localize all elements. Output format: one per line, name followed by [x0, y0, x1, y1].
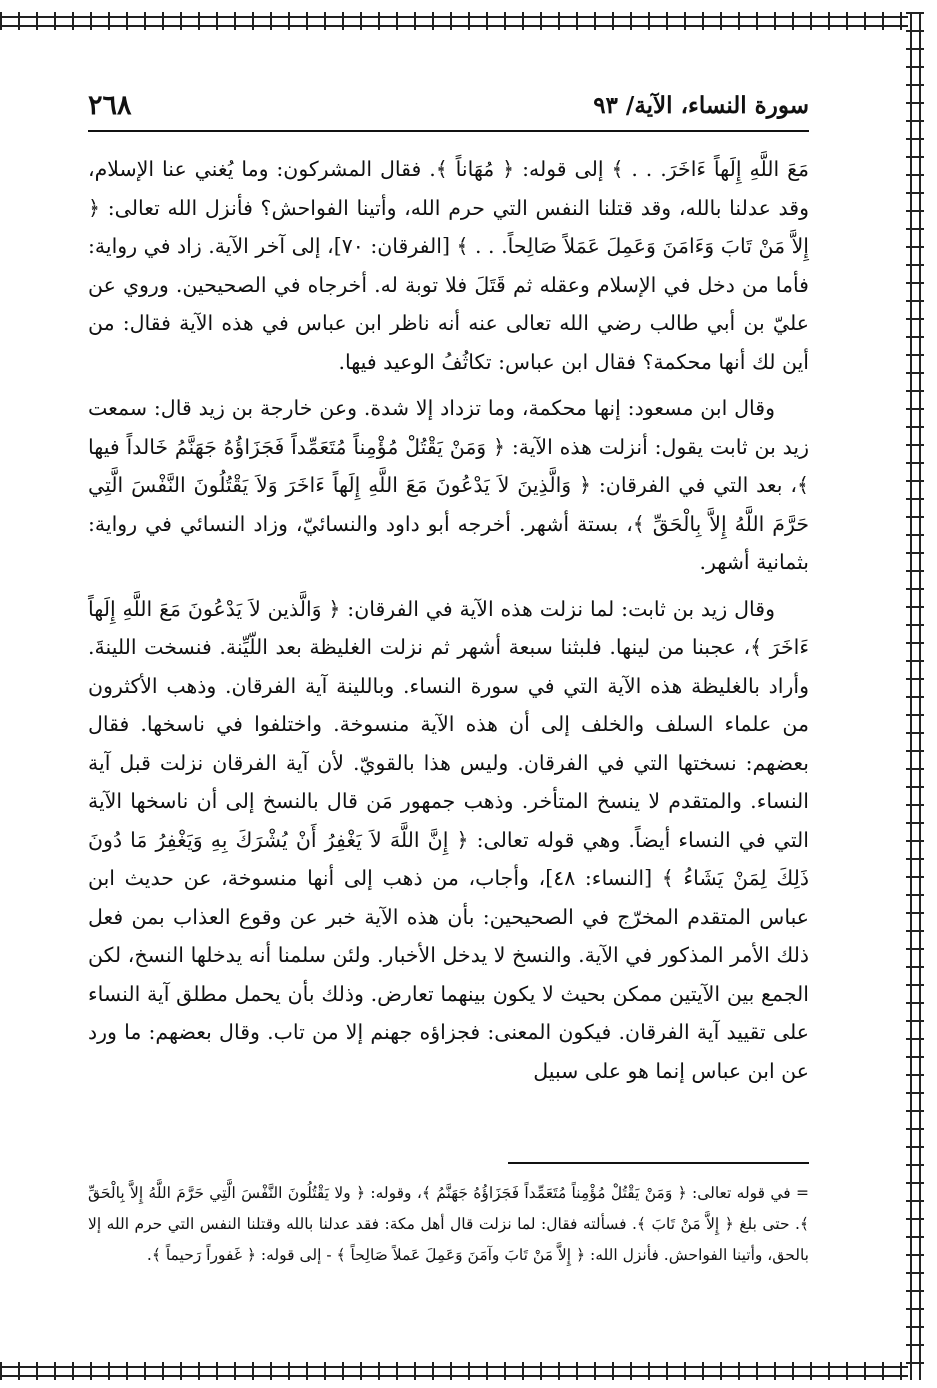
ornamental-border-right [906, 12, 924, 1380]
paragraph: وقال ابن مسعود: إنها محكمة، وما تزداد إلا شدة. وعن خارجة بن زيد قال: سمعت زيد بن ثابت يقول: أنزلت هذه الآية: ﴿ وَمَنْ يَقْتُلْ مُؤْمِناً مُتَعَمِّداً فَجَزَاؤُهُ جَهَنَّمُ خَالداً فيها ﴾، بعد التي في الفرقان: ﴿ وَالَّذِينَ لاَ يَدْعُونَ مَعَ اللَّهِ إِلَهاً ءَاخَرَ وَلاَ يَقْتُلُونَ النَّفْسَ الَّتِي حَرَّمَ اللَّهُ إِلاَّ بِالْحَقِّ ﴾، بستة أشهر. أخرجه أبو داود والنسائيّ، وزاد النسائي في رواية: بثمانية أشهر. [88, 396, 809, 574]
footnote-divider [508, 1162, 809, 1164]
page-header [88, 86, 809, 124]
ornamental-border-top [0, 12, 908, 30]
ornamental-border-bottom [0, 1362, 908, 1380]
header-divider [88, 130, 809, 132]
paragraph: مَعَ اللَّهِ إِلَهاً ءَاخَرَ. . . ﴾ إلى قوله: ﴿ مُهَاناً ﴾. فقال المشركون: وما يُغني عنا الإسلام، وقد عدلنا بالله، وقد قتلنا النفس التي حرم الله، وأتينا الفواحش؟ فأنزل الله تعالى: ﴿ إِلاَّ مَنْ تَابَ وَءَامَنَ وَعَمِلَ عَمَلاً صَالِحاً. . . ﴾ [الفرقان: ٧٠]، إلى آخر الآية. زاد في رواية: فأما من دخل في الإسلام وعقله ثم قَتَلَ فلا توبة له. أخرجاه في الصحيحين. وروي عن عليّ بن أبي طالب رضي الله تعالى عنه أنه ناظر ابن عباس في هذه الآية فقال: من أين لك أنها محكمة؟ فقال ابن عباس: تكاثُفُ الوعيد فيها. [88, 157, 809, 374]
paragraph: وقال زيد بن ثابت: لما نزلت هذه الآية في الفرقان: ﴿ وَالَّذين لاَ يَدْعُونَ مَعَ اللَّهِ إِلَهاً ءَاخَرَ ﴾، عجبنا من لينها. فلبثنا سبعة أشهر ثم نزلت الغليظة بعد اللّيِّنة. فنسخت اللينةَ. وأراد بالغليظة هذه الآية التي في سورة النساء. وباللينة آية الفرقان. وذهب الأكثرون من علماء السلف والخلف إلى أن هذه الآية منسوخة. واختلفوا في ناسخها. فقال بعضهم: نسختها التي في الفرقان. وليس هذا بالقويّ. لأن آية الفرقان نزلت قبل آية النساء. والمتقدم لا ينسخ المتأخر. وذهب جمهور مَن قال بالنسخ إلى أن ناسخها الآية التي في النساء أيضاً. وهي قوله تعالى: ﴿ إِنَّ اللَّهَ لاَ يَغْفِرُ أَنْ يُشْرَكَ بِهِ وَيَغْفِرُ مَا دُونَ ذَلِكَ لِمَنْ يَشَاءُ ﴾ [النساء: ٤٨]، وأجاب، من ذهب إلى أنها منسوخة، عن حديث ابن عباس المتقدم المخرّج في الصحيحين: بأن هذه الآية خبر عن وقوع العذاب بمن فعل ذلك الأمر المذكور في الآية. والنسخ لا يدخل الأخبار. ولئن سلمنا أنه يدخلها النسخ، لكن الجمع بين الآيتين ممكن بحيث لا يكون بينهما تعارض. وذلك بأن يحمل مطلق آية النساء على تقييد آية الفرقان. فيكون المعنى: فجزاؤه جهنم إلا من تاب. وقال بعضهم: ما ورد عن ابن عباس إنما هو على سبيل [88, 596, 809, 1083]
main-text-body [88, 150, 809, 1090]
page-number: ٢٦٨ [88, 89, 132, 121]
footnote: = في قوله تعالى: ﴿ وَمَنْ يَقْتُلْ مُؤْمِناً مُتَعَمِّداً فَجَزَاؤُهُ جَهَنَّمُ ﴾، وقوله: ﴿ ولا يَقْتُلُونَ النَّفْسَ الَّتِي حَرَّمَ اللَّهُ إِلاَّ بِالْحَقِّ ﴾. حتى بلغ ﴿ إِلاَّ مَنْ تَابَ ﴾. فسألته فقال: لما نزلت قال أهل مكة: فقد عدلنا بالله وقتلنا النفس التي حرم الله إلا بالحق، وأتينا الفواحش. فأنزل الله: ﴿ إِلاَّ مَنْ تَابَ وآمَنَ وَعَمِلَ عَملاً صَالِحاً ﴾ - إلى قوله: ﴿ غَفوراً رَحيماً ﴾. [88, 1184, 809, 1264]
running-title: سورة النساء، الآية/ ٩٣ [593, 91, 809, 119]
